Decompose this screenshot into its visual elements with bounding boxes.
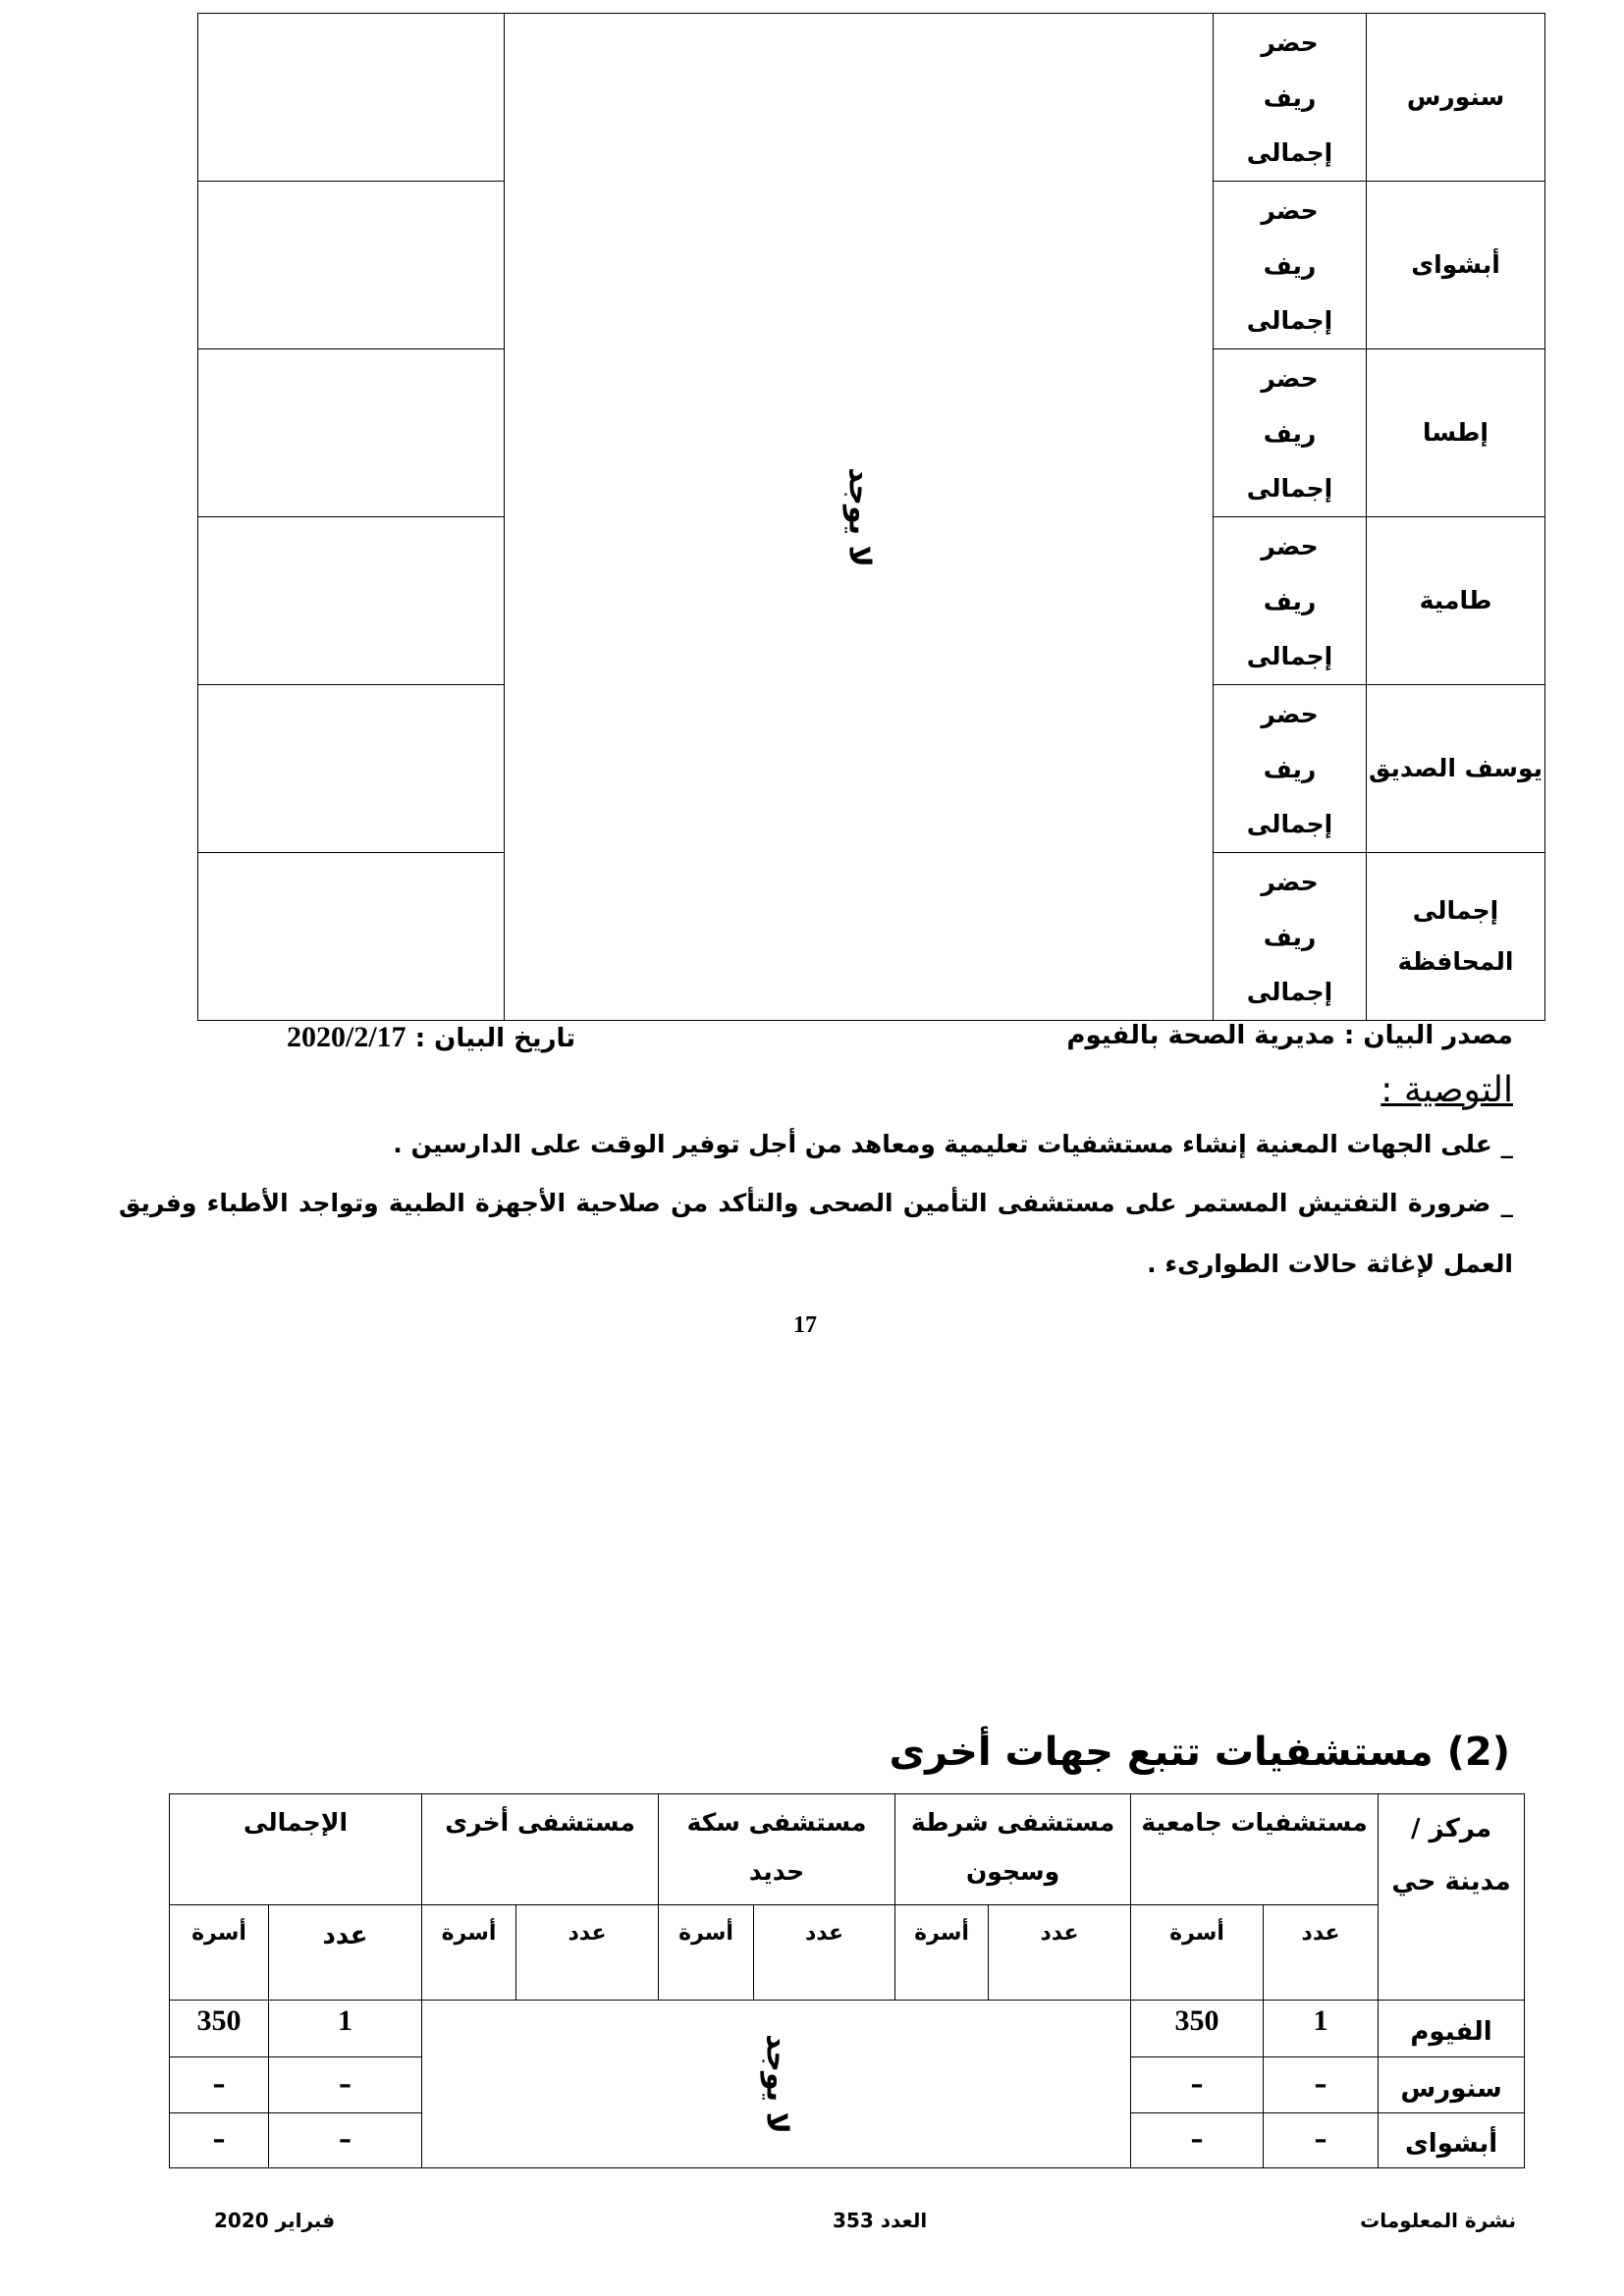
subheader-beds: أسرة: [895, 1904, 989, 2000]
university-count: 1: [1264, 2000, 1379, 2056]
region-cell: إجمالى المحافظة: [1367, 853, 1545, 1021]
merged-no-data-cell: [422, 2000, 1131, 2167]
university-beds: 350: [1131, 2000, 1264, 2056]
total-count: –: [269, 2057, 422, 2112]
region-cell: إطسا: [1367, 349, 1545, 517]
blank-cell: [198, 182, 505, 349]
hospitals-other-entities-table: [169, 1793, 1525, 2168]
blank-cell: [198, 685, 505, 853]
header-police-prison-hospital: مستشفى شرطة وسجون: [895, 1794, 1131, 1905]
type-total: إجمالى: [1246, 642, 1333, 670]
subheader-beds: أسرة: [1131, 1904, 1264, 2000]
type-total: إجمالى: [1246, 810, 1333, 838]
blank-cell: [198, 349, 505, 517]
data-date: [287, 1021, 575, 1054]
type-total: إجمالى: [1246, 306, 1333, 335]
type-cell: [1214, 853, 1367, 1021]
total-count: –: [269, 2112, 422, 2167]
row-label: الفيوم: [1379, 2000, 1525, 2056]
region-cell: أبشواى: [1367, 182, 1545, 349]
header-railway-hospital: مستشفى سكة حديد: [659, 1794, 895, 1905]
vertical-no-data-text: لا يوجد: [841, 466, 876, 567]
type-total: إجمالى: [1246, 978, 1333, 1006]
university-count: –: [1264, 2057, 1379, 2112]
type-cell: [1214, 517, 1367, 685]
type-urban: حضر: [1261, 28, 1319, 57]
type-urban: حضر: [1261, 364, 1319, 393]
type-cell: [1214, 182, 1367, 349]
university-beds: –: [1131, 2112, 1264, 2167]
footer-issue: العدد 353: [833, 2209, 928, 2232]
type-total: إجمالى: [1246, 474, 1333, 503]
type-rural: ريف: [1263, 419, 1317, 448]
type-urban: حضر: [1261, 700, 1319, 728]
type-cell: [1214, 14, 1367, 182]
university-beds: –: [1131, 2057, 1264, 2112]
data-date-value: 2020/2/17: [287, 1021, 406, 1053]
type-cell: [1214, 349, 1367, 517]
subheader-count: عدد: [269, 1904, 422, 2000]
blank-cell: [198, 517, 505, 685]
type-rural: ريف: [1263, 587, 1317, 615]
merged-no-data-cell: [505, 14, 1214, 1021]
blank-cell: [198, 14, 505, 182]
blank-cell: [198, 853, 505, 1021]
data-source: مصدر البيان : مديرية الصحة بالفيوم: [1066, 1021, 1513, 1050]
vertical-no-data-text: لا يوجد: [759, 2033, 794, 2134]
header-region: مركز / مدينة حي: [1379, 1794, 1525, 2001]
header-university-hospitals: مستشفيات جامعية: [1131, 1794, 1379, 1905]
footer-publication: نشرة المعلومات: [1360, 2209, 1516, 2232]
data-date-label: تاريخ البيان :: [414, 1024, 576, 1053]
subheader-count: عدد: [516, 1904, 659, 2000]
type-cell: [1214, 685, 1367, 853]
total-beds: –: [170, 2057, 269, 2112]
recommendation-item-2: _ ضرورة التفتيش المستمر على مستشفى التأمين الصحى والتأكد من صلاحية الأجهزة الطبية وتواجد الأطباء وفريق العمل لإغاثة حالات الطوارىء .: [119, 1189, 1513, 1278]
type-rural: ريف: [1263, 755, 1317, 783]
table-row: [198, 14, 1545, 182]
header-other-hospital: مستشفى أخرى: [422, 1794, 659, 1905]
subheader-count: عدد: [754, 1904, 895, 2000]
type-rural: ريف: [1263, 83, 1317, 112]
region-cell: يوسف الصديق: [1367, 685, 1545, 853]
university-count: –: [1264, 2112, 1379, 2167]
section-title: (2) مستشفيات تتبع جهات أخرى: [889, 1730, 1510, 1775]
top-table: [197, 13, 1545, 1021]
subheader-beds: أسرة: [170, 1904, 269, 2000]
row-label: أبشواى: [1379, 2112, 1525, 2167]
type-rural: ريف: [1263, 251, 1317, 280]
recommendation-item-1: _ على الجهات المعنية إنشاء مستشفيات تعليمية ومعاهد من أجل توفير الوقت على الدارسين .: [393, 1130, 1513, 1158]
subheader-beds: أسرة: [422, 1904, 516, 2000]
header-total: الإجمالى: [170, 1794, 422, 1905]
page-number: 17: [793, 1312, 817, 1338]
type-total: إجمالى: [1246, 138, 1333, 167]
subheader-beds: أسرة: [659, 1904, 754, 2000]
total-count: 1: [269, 2000, 422, 2056]
region-cell: طامية: [1367, 517, 1545, 685]
table-row: [170, 2000, 1525, 2056]
row-label: سنورس: [1379, 2057, 1525, 2112]
region-cell: سنورس: [1367, 14, 1545, 182]
type-urban: حضر: [1261, 868, 1319, 896]
type-rural: ريف: [1263, 923, 1317, 951]
total-beds: 350: [170, 2000, 269, 2056]
footer-date: فبراير 2020: [214, 2209, 336, 2232]
header-row: [170, 1794, 1525, 1905]
total-beds: –: [170, 2112, 269, 2167]
type-urban: حضر: [1261, 532, 1319, 561]
recommendation-title: التوصية :: [1380, 1070, 1513, 1110]
subheader-count: عدد: [1264, 1904, 1379, 2000]
type-urban: حضر: [1261, 196, 1319, 225]
subheader-row: [170, 1904, 1525, 2000]
subheader-count: عدد: [989, 1904, 1131, 2000]
